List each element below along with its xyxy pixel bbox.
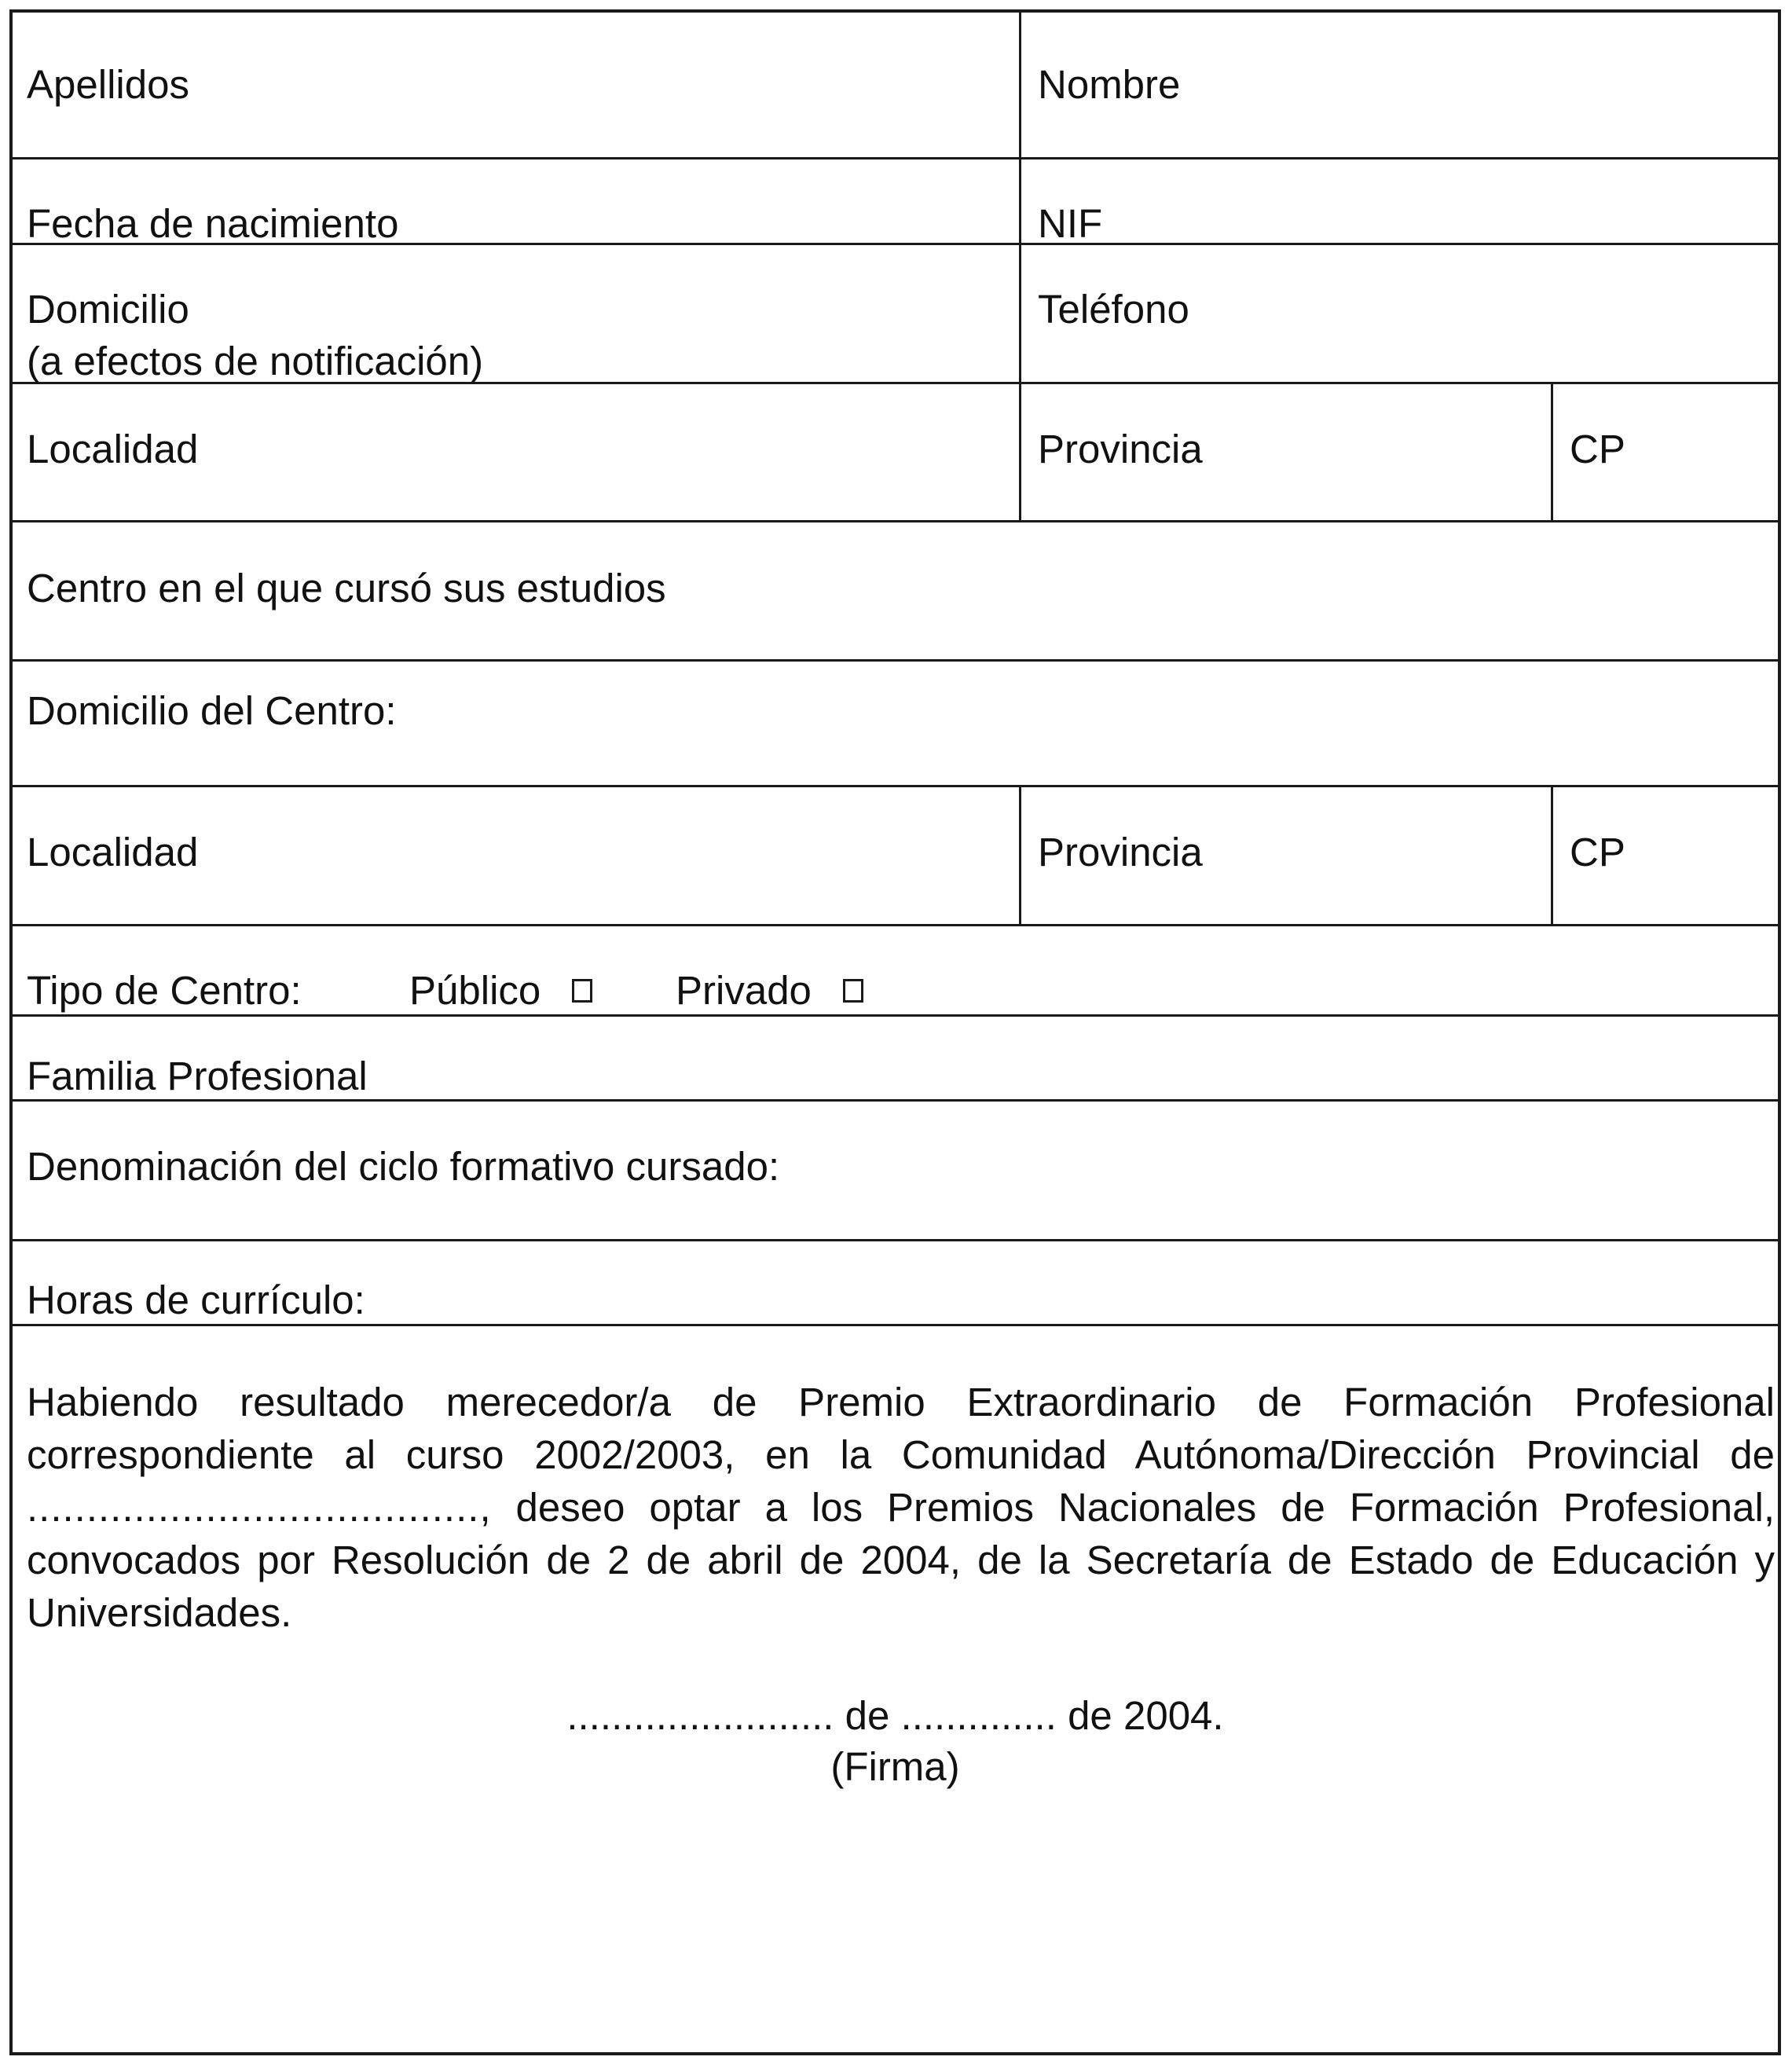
declaration-part2: deseo optar a los Premios Nacionales de Formación Profesional, convocados por Resolución de 2 de abril de 2004, de la Secretaría de Estado de Educación y Universidades.	[27, 1485, 1775, 1635]
telefono-field[interactable]: Teléfono	[1038, 287, 1189, 332]
publico-option[interactable]	[409, 966, 592, 1016]
application-form	[9, 9, 1781, 2055]
region-blank[interactable]: ......................................,	[27, 1485, 492, 1530]
tipo-centro-label: Tipo de Centro:	[27, 968, 302, 1013]
fecha-nacimiento-field[interactable]: Fecha de nacimiento	[27, 201, 399, 246]
column-divider	[1019, 13, 1021, 520]
domicilio-centro-field[interactable]: Domicilio del Centro:	[27, 688, 397, 733]
row-divider	[13, 924, 1778, 926]
privado-label: Privado	[676, 968, 812, 1013]
horas-curriculo-field[interactable]: Horas de currículo:	[27, 1278, 365, 1322]
nombre-field[interactable]: Nombre	[1038, 62, 1181, 107]
publico-checkbox[interactable]	[572, 979, 592, 1003]
domicilio-note: (a efectos de notificación)	[27, 339, 484, 383]
centro-provincia-field[interactable]: Provincia	[1038, 830, 1203, 874]
declaration-text	[27, 1376, 1775, 1639]
cp-field[interactable]: CP	[1570, 427, 1625, 471]
row-divider	[13, 1239, 1778, 1241]
declaration-part1: Habiendo resultado merecedor/a de Premio Extraordinario de Formación Profesional correspondiente al curso 2002/2003, en la Comunidad Autónoma/Dirección Provincial de	[27, 1380, 1775, 1477]
column-divider	[1551, 382, 1553, 520]
column-divider	[1019, 785, 1021, 924]
provincia-field[interactable]: Provincia	[1038, 427, 1203, 471]
nif-field[interactable]: NIF	[1038, 201, 1103, 246]
signature-date-line[interactable]: ........................ de .............. de 2004.	[566, 1693, 1224, 1738]
signature-label: (Firma)	[830, 1744, 960, 1789]
row-divider	[13, 157, 1778, 159]
localidad-field[interactable]: Localidad	[27, 427, 199, 471]
publico-label: Público	[409, 968, 541, 1013]
row-divider	[13, 659, 1778, 662]
apellidos-field[interactable]: Apellidos	[27, 62, 189, 107]
column-divider	[1551, 785, 1553, 924]
privado-option[interactable]	[676, 966, 863, 1016]
privado-checkbox[interactable]	[843, 979, 863, 1003]
domicilio-field[interactable]: Domicilio	[27, 287, 189, 332]
familia-profesional-field[interactable]: Familia Profesional	[27, 1054, 368, 1098]
row-divider	[13, 785, 1778, 787]
centro-estudios-field[interactable]: Centro en el que cursó sus estudios	[27, 566, 666, 610]
denominacion-ciclo-field[interactable]: Denominación del ciclo formativo cursado:	[27, 1144, 780, 1189]
centro-localidad-field[interactable]: Localidad	[27, 830, 199, 874]
centro-cp-field[interactable]: CP	[1570, 830, 1625, 874]
row-divider	[13, 520, 1778, 522]
